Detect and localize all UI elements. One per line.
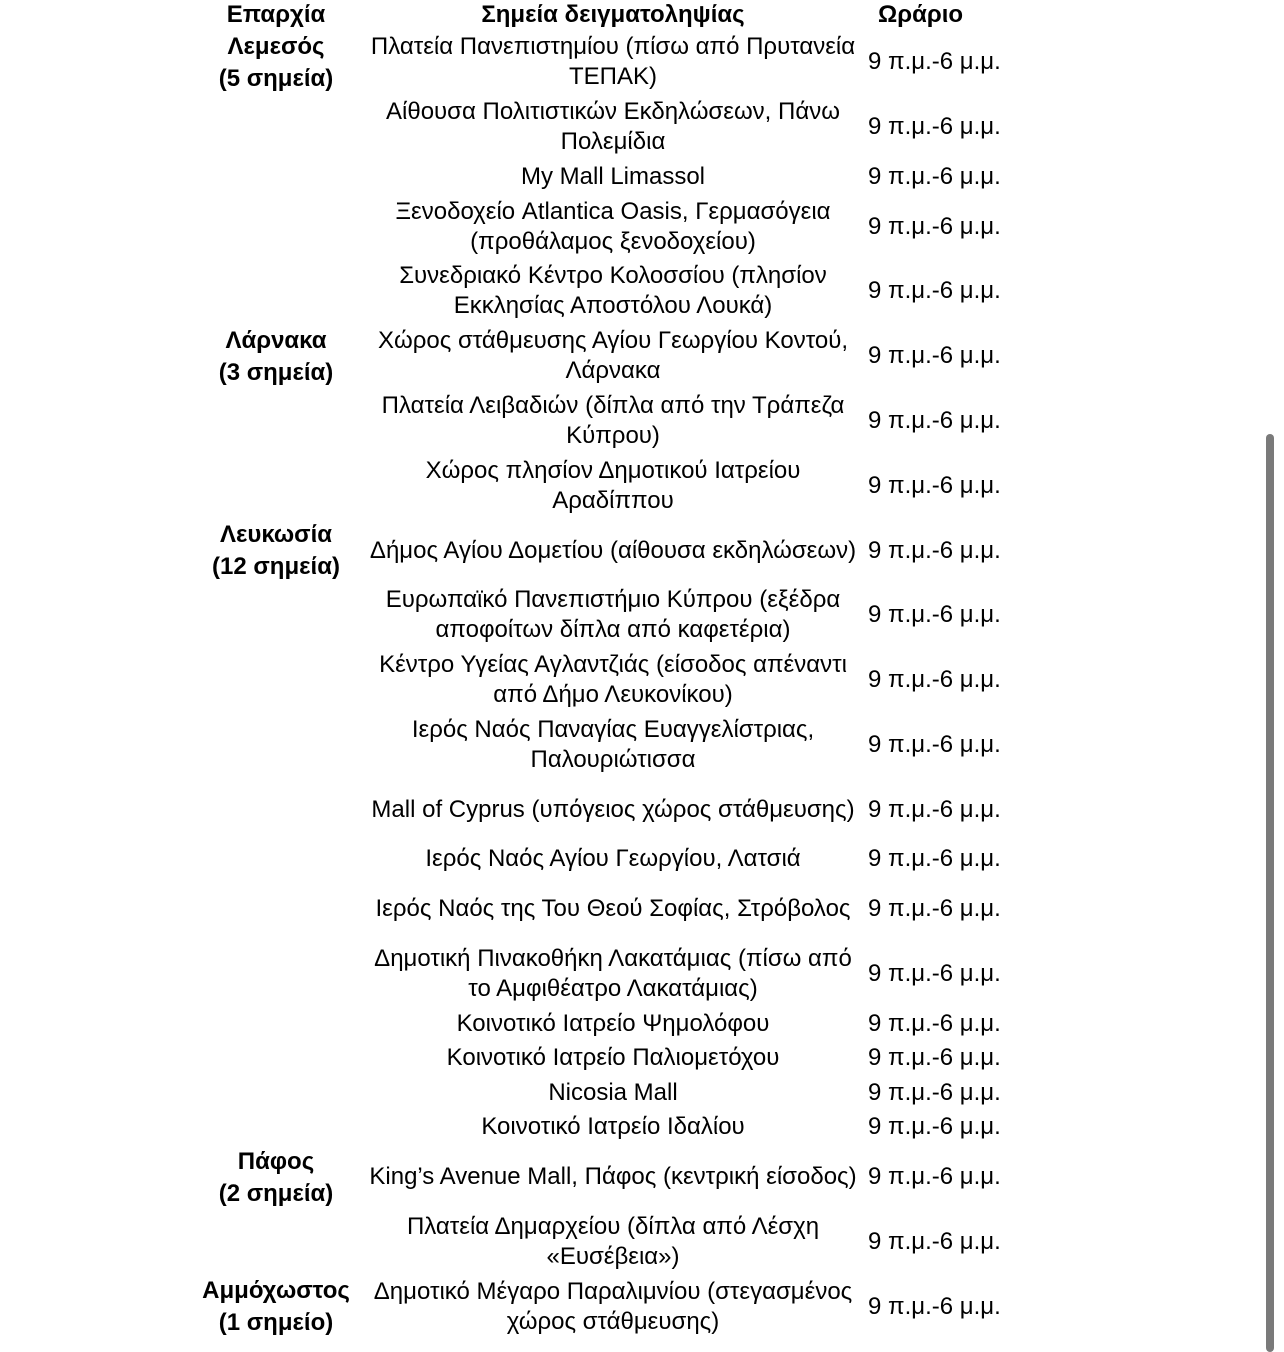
table-row <box>188 1274 1024 1339</box>
hours-cell: 9 π.μ.-6 μ.μ. <box>868 471 1001 499</box>
header-hours: Ωράριο <box>878 1 964 28</box>
site-cell: Ευρωπαϊκό Πανεπιστήμιο Κύπρου (εξέδρα αποφοίτων δίπλα από καφετέρια) <box>385 586 841 644</box>
district-cell-limassol <box>188 30 364 324</box>
site-cell: Δήμος Αγίου Δομετίου (αίθουσα εκδηλώσεων) <box>369 536 857 564</box>
site-cell: Nicosia Mall <box>548 1078 678 1106</box>
hours-cell: 9 π.μ.-6 μ.μ. <box>868 48 1001 76</box>
site-cell: King’s Avenue Mall, Πάφος (κεντρική είσοδος) <box>369 1163 857 1191</box>
site-cell: Συνεδριακό Κέντρο Κολοσσίου (πλησίον Εκκλησίας Αποστόλου Λουκά) <box>399 262 827 320</box>
site-cell: Ιερός Ναός Αγίου Γεωργίου, Λατσιά <box>425 845 801 873</box>
district-cell-famagusta <box>188 1274 364 1339</box>
sampling-sites-table-container <box>188 0 1024 1339</box>
hours-cell: 9 π.μ.-6 μ.μ. <box>868 730 1001 758</box>
district-count: (2 σημεία) <box>218 1179 334 1207</box>
district-name: Λεμεσός <box>227 33 325 60</box>
site-cell: My Mall Limassol <box>520 162 706 190</box>
hours-cell: 9 π.μ.-6 μ.μ. <box>868 1113 1001 1141</box>
district-name: Πάφος <box>237 1147 315 1175</box>
hours-cell: 9 π.μ.-6 μ.μ. <box>868 342 1001 370</box>
district-name: Λάρνακα <box>225 326 327 354</box>
hours-cell: 9 π.μ.-6 μ.μ. <box>868 845 1001 873</box>
site-cell: Χώρος πλησίον Δημοτικού Ιατρείου Αραδίππου <box>425 456 801 514</box>
table-row <box>188 324 1024 389</box>
site-cell: Χώρος στάθμευσης Αγίου Γεωργίου Κοντού, Λάρνακα <box>377 327 849 385</box>
hours-cell: 9 π.μ.-6 μ.μ. <box>868 1163 1001 1191</box>
hours-cell: 9 π.μ.-6 μ.μ. <box>868 1009 1001 1037</box>
hours-cell: 9 π.μ.-6 μ.μ. <box>868 536 1001 564</box>
hours-cell: 9 π.μ.-6 μ.μ. <box>868 277 1001 305</box>
district-name: Λευκωσία <box>219 521 333 549</box>
site-cell: Κοινοτικό Ιατρείο Ιδαλίου <box>481 1113 745 1141</box>
site-cell: Mall of Cyprus (υπόγειος χώρος στάθμευσης) <box>371 795 855 823</box>
table-row <box>188 30 1024 95</box>
district-count: (12 σημεία) <box>212 553 340 581</box>
hours-cell: 9 π.μ.-6 μ.μ. <box>868 406 1001 434</box>
hours-cell: 9 π.μ.-6 μ.μ. <box>868 895 1001 923</box>
site-cell: Κοινοτικό Ιατρείο Παλιομετόχου <box>446 1044 780 1072</box>
table-header-row <box>188 0 1024 30</box>
hours-cell: 9 π.μ.-6 μ.μ. <box>868 601 1001 629</box>
site-cell: Δημοτική Πινακοθήκη Λακατάμιας (πίσω από το Αμφιθέατρο Λακατάμιας) <box>374 944 852 1002</box>
header-district: Επαρχία <box>226 1 326 28</box>
district-count: (5 σημεία) <box>218 65 334 92</box>
site-cell: Ιερός Ναός Παναγίας Ευαγγελίστριας, Παλουριώτισσα <box>411 715 815 773</box>
site-cell: Ιερός Ναός της Του Θεού Σοφίας, Στρόβολος <box>375 895 851 923</box>
table-row <box>188 1145 1024 1210</box>
district-count: (3 σημεία) <box>218 358 334 386</box>
hours-cell: 9 π.μ.-6 μ.μ. <box>868 1044 1001 1072</box>
header-sampling-sites: Σημεία δειγματοληψίας <box>481 1 745 28</box>
hours-cell: 9 π.μ.-6 μ.μ. <box>868 959 1001 987</box>
vertical-scrollbar-thumb[interactable] <box>1266 434 1274 1352</box>
site-cell: Πλατεία Δημαρχείου (δίπλα από Λέσχη «Ευσέβεια») <box>406 1212 820 1270</box>
hours-cell: 9 π.μ.-6 μ.μ. <box>868 1078 1001 1106</box>
district-count: (1 σημείο) <box>218 1309 334 1337</box>
site-cell: Πλατεία Λειβαδιών (δίπλα από την Τράπεζα Κύπρου) <box>381 391 845 449</box>
district-cell-larnaca <box>188 324 364 518</box>
sampling-sites-table <box>188 0 1024 1339</box>
hours-cell: 9 π.μ.-6 μ.μ. <box>868 162 1001 190</box>
hours-cell: 9 π.μ.-6 μ.μ. <box>868 1227 1001 1255</box>
district-cell-nicosia <box>188 518 364 1145</box>
site-cell: Δημοτικό Μέγαρο Παραλιμνίου (στεγασμένος χώρος στάθμευσης) <box>373 1277 853 1335</box>
site-cell: Αίθουσα Πολιτιστικών Εκδηλώσεων, Πάνω Πολεμίδια <box>386 98 840 156</box>
hours-cell: 9 π.μ.-6 μ.μ. <box>868 212 1001 240</box>
hours-cell: 9 π.μ.-6 μ.μ. <box>868 1292 1001 1320</box>
site-cell: Πλατεία Πανεπιστημίου (πίσω από Πρυτανεία ΤΕΠΑΚ) <box>370 33 856 91</box>
site-cell: Κοινοτικό Ιατρείο Ψημολόφου <box>456 1009 770 1037</box>
table-row <box>188 518 1024 583</box>
hours-cell: 9 π.μ.-6 μ.μ. <box>868 113 1001 141</box>
hours-cell: 9 π.μ.-6 μ.μ. <box>868 795 1001 823</box>
district-cell-paphos <box>188 1145 364 1275</box>
hours-cell: 9 π.μ.-6 μ.μ. <box>868 666 1001 694</box>
district-name: Αμμόχωστος <box>202 1277 350 1305</box>
site-cell: Ξενοδοχείο Atlantica Oasis, Γερμασόγεια (προθάλαμος ξενοδοχείου) <box>395 197 831 255</box>
site-cell: Κέντρο Υγείας Αγλαντζιάς (είσοδος απέναντι από Δήμο Λευκονίκου) <box>379 651 847 709</box>
